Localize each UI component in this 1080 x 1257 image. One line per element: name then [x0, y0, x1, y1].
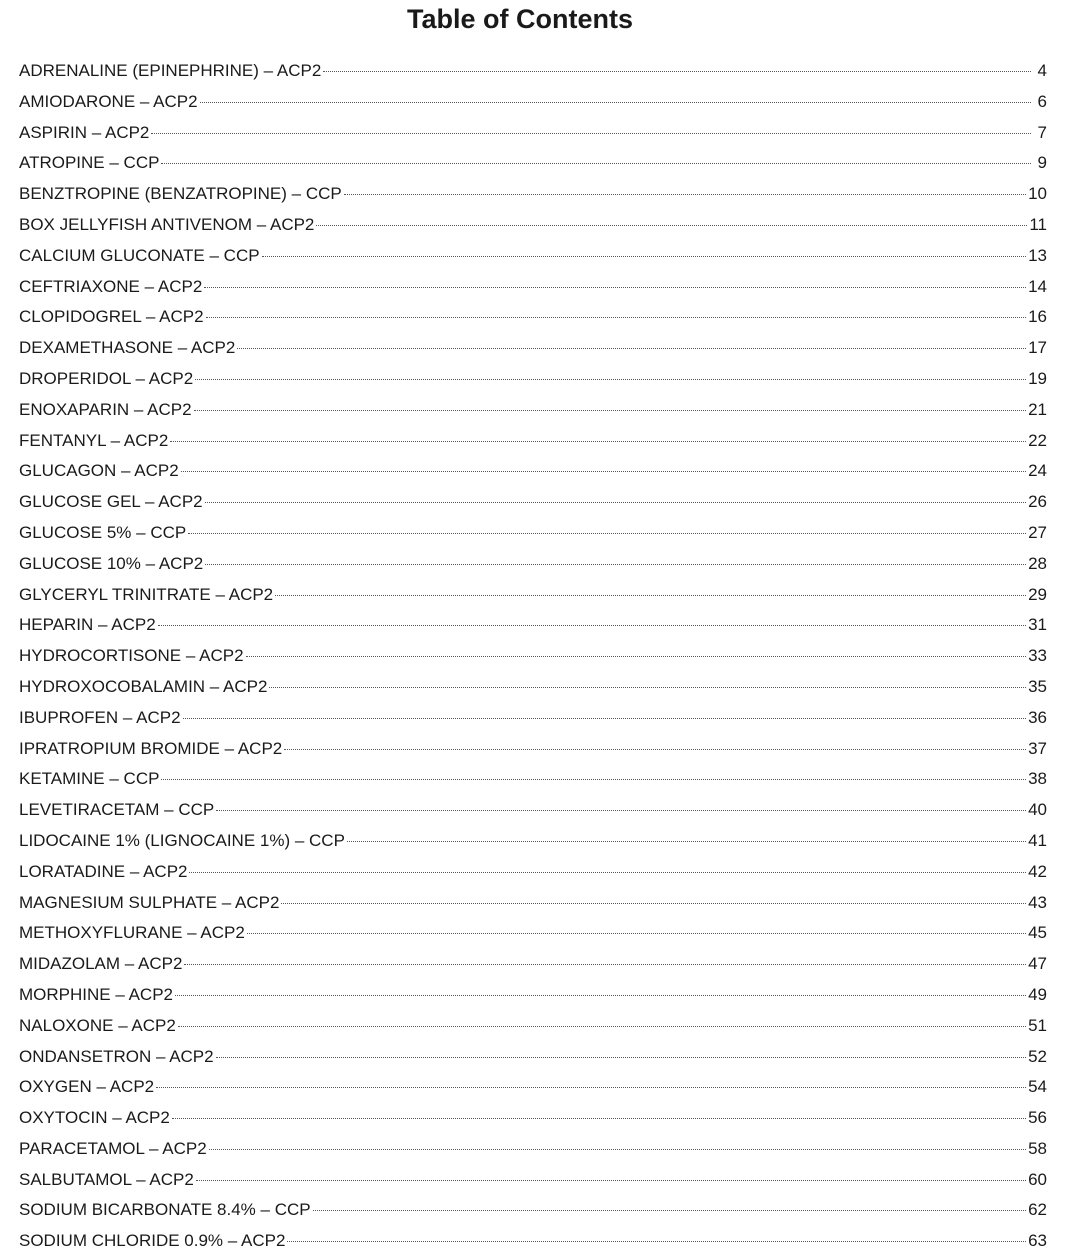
dot-leader: [347, 840, 1026, 842]
toc-entry[interactable]: [19, 1103, 1047, 1134]
toc-entry-label[interactable]: OXYTOCIN – ACP2: [19, 1108, 170, 1128]
toc-entry[interactable]: [19, 1011, 1047, 1042]
dot-leader: [205, 501, 1026, 503]
toc-entry[interactable]: [19, 395, 1047, 426]
dot-leader: [189, 871, 1026, 873]
toc-entry-label[interactable]: ENOXAPARIN – ACP2: [19, 399, 192, 419]
toc-entry-page-number[interactable]: 38: [1028, 769, 1047, 789]
toc-entry[interactable]: [19, 56, 1047, 87]
toc-entry-page-number[interactable]: 56: [1028, 1108, 1047, 1128]
toc-entry-label[interactable]: MORPHINE – ACP2: [19, 984, 173, 1004]
toc-entry-label[interactable]: CLOPIDOGREL – ACP2: [19, 307, 204, 327]
dot-leader: [313, 1209, 1026, 1211]
toc-entry-page-number[interactable]: 28: [1028, 553, 1047, 573]
toc-entry-label[interactable]: ASPIRIN – ACP2: [19, 122, 150, 142]
toc-entry[interactable]: [19, 888, 1047, 919]
dot-leader: [161, 162, 1031, 164]
dot-leader: [344, 193, 1026, 195]
toc-entry-page-number[interactable]: 19: [1028, 368, 1047, 388]
toc-entry-page-number[interactable]: 41: [1028, 830, 1047, 850]
toc-list: [19, 56, 1047, 1257]
toc-entry[interactable]: [19, 1226, 1047, 1257]
toc-entry[interactable]: [19, 364, 1047, 395]
toc-entry-page-number[interactable]: 52: [1028, 1046, 1047, 1066]
toc-entry-page-number[interactable]: 21: [1028, 399, 1047, 419]
toc-entry-page-number[interactable]: 17: [1028, 338, 1047, 358]
toc-entry-label[interactable]: SODIUM CHLORIDE 0.9% – ACP2: [19, 1231, 286, 1251]
toc-entry[interactable]: [19, 241, 1047, 272]
toc-entry[interactable]: [19, 857, 1047, 888]
toc-entry[interactable]: [19, 87, 1047, 118]
dot-leader: [247, 932, 1026, 934]
toc-entry[interactable]: [19, 487, 1047, 518]
toc-entry[interactable]: [19, 610, 1047, 641]
toc-entry-label[interactable]: ATROPINE – CCP: [19, 153, 160, 173]
toc-entry-page-number[interactable]: 37: [1028, 738, 1047, 758]
toc-entry-page-number[interactable]: 33: [1028, 646, 1047, 666]
toc-entry[interactable]: [19, 980, 1047, 1011]
dot-leader: [158, 624, 1026, 626]
toc-entry-page-number[interactable]: 60: [1028, 1169, 1047, 1189]
toc-entry[interactable]: [19, 1134, 1047, 1165]
toc-entry-label[interactable]: IPRATROPIUM BROMIDE – ACP2: [19, 738, 283, 758]
dot-leader: [281, 902, 1026, 904]
toc-entry-label[interactable]: SALBUTAMOL – ACP2: [19, 1169, 194, 1189]
dot-leader: [204, 286, 1026, 288]
toc-entry[interactable]: [19, 764, 1047, 795]
toc-entry-page-number[interactable]: 22: [1028, 430, 1047, 450]
toc-entry-label[interactable]: GLUCAGON – ACP2: [19, 461, 179, 481]
dot-leader: [287, 1240, 1026, 1242]
toc-entry-label[interactable]: GLUCOSE 10% – ACP2: [19, 553, 204, 573]
toc-entry-label[interactable]: DEXAMETHASONE – ACP2: [19, 338, 236, 358]
dot-leader: [205, 563, 1026, 565]
toc-entry-page-number[interactable]: 42: [1028, 861, 1047, 881]
dot-leader: [246, 655, 1027, 657]
dot-leader: [275, 594, 1026, 596]
dot-leader: [269, 686, 1026, 688]
toc-entry-page-number[interactable]: 54: [1028, 1077, 1047, 1097]
toc-entry[interactable]: [19, 580, 1047, 611]
toc-entry[interactable]: [19, 826, 1047, 857]
dot-leader: [195, 378, 1026, 380]
dot-leader: [284, 748, 1026, 750]
dot-leader: [194, 409, 1026, 411]
toc-entry-page-number[interactable]: 4: [1037, 61, 1047, 80]
toc-entry-label[interactable]: METHOXYFLURANE – ACP2: [19, 923, 245, 943]
toc-entry-page-number[interactable]: 7: [1037, 122, 1047, 142]
toc-entry-page-number[interactable]: 36: [1028, 707, 1047, 727]
toc-entry[interactable]: [19, 641, 1047, 672]
toc-entry[interactable]: [19, 426, 1047, 457]
toc-entry[interactable]: [19, 918, 1047, 949]
toc-entry-page-number[interactable]: 40: [1028, 800, 1047, 820]
toc-entry-page-number[interactable]: 13: [1028, 245, 1047, 265]
toc-entry[interactable]: [19, 1165, 1047, 1196]
toc-entry[interactable]: [19, 1072, 1047, 1103]
toc-entry-page-number[interactable]: 10: [1028, 184, 1047, 204]
toc-entry[interactable]: [19, 272, 1047, 303]
toc-entry-page-number[interactable]: 62: [1028, 1200, 1047, 1220]
toc-entry-label[interactable]: HEPARIN – ACP2: [19, 615, 156, 635]
toc-entry-page-number[interactable]: 43: [1028, 892, 1047, 912]
toc-entry-label[interactable]: ADRENALINE (EPINEPHRINE) – ACP2: [19, 61, 322, 80]
toc-entry[interactable]: [19, 949, 1047, 980]
dot-leader: [262, 255, 1027, 257]
toc-entry[interactable]: [19, 148, 1047, 179]
toc-entry[interactable]: [19, 333, 1047, 364]
dot-leader: [175, 994, 1026, 996]
toc-entry-label[interactable]: CEFTRIAXONE – ACP2: [19, 276, 203, 296]
toc-entry-page-number[interactable]: 31: [1028, 615, 1047, 635]
toc-entry-label[interactable]: GLUCOSE GEL – ACP2: [19, 492, 203, 512]
toc-entry[interactable]: [19, 703, 1047, 734]
toc-entry-page-number[interactable]: 35: [1028, 676, 1047, 696]
toc-entry-label[interactable]: PARACETAMOL – ACP2: [19, 1138, 207, 1158]
toc-entry-label[interactable]: MAGNESIUM SULPHATE – ACP2: [19, 892, 280, 912]
dot-leader: [181, 470, 1026, 472]
toc-entry-label[interactable]: DROPERIDOL – ACP2: [19, 368, 194, 388]
toc-entry-page-number[interactable]: 24: [1028, 461, 1047, 481]
dot-leader: [206, 316, 1027, 318]
toc-entry-label[interactable]: HYDROCORTISONE – ACP2: [19, 646, 244, 666]
toc-entry-page-number[interactable]: 11: [1029, 214, 1047, 234]
toc-entry[interactable]: [19, 179, 1047, 210]
toc-entry[interactable]: [19, 1195, 1047, 1226]
toc-entry-label[interactable]: GLYCERYL TRINITRATE – ACP2: [19, 584, 274, 604]
toc-entry[interactable]: [19, 518, 1047, 549]
dot-leader: [216, 1056, 1026, 1058]
toc-entry[interactable]: [19, 302, 1047, 333]
toc-entry[interactable]: [19, 210, 1047, 241]
toc-entry-page-number[interactable]: 16: [1028, 307, 1047, 327]
toc-entry[interactable]: [19, 456, 1047, 487]
dot-leader: [216, 809, 1026, 811]
toc-entry-label[interactable]: NALOXONE – ACP2: [19, 1015, 176, 1035]
toc-entry-label[interactable]: AMIODARONE – ACP2: [19, 91, 198, 111]
toc-entry-label[interactable]: LIDOCAINE 1% (LIGNOCAINE 1%) – CCP: [19, 830, 345, 850]
toc-entry-label[interactable]: IBUPROFEN – ACP2: [19, 707, 181, 727]
dot-leader: [170, 440, 1026, 442]
toc-entry[interactable]: [19, 672, 1047, 703]
dot-leader: [178, 1025, 1026, 1027]
toc-entry-page-number[interactable]: 45: [1028, 923, 1047, 943]
toc-entry-page-number[interactable]: 58: [1028, 1138, 1047, 1158]
toc-entry[interactable]: [19, 118, 1047, 149]
dot-leader: [196, 1179, 1026, 1181]
toc-entry-label[interactable]: BENZTROPINE (BENZATROPINE) – CCP: [19, 184, 342, 204]
dot-leader: [316, 224, 1027, 226]
toc-entry[interactable]: [19, 1042, 1047, 1073]
toc-entry[interactable]: [19, 734, 1047, 765]
dot-leader: [183, 717, 1027, 719]
toc-entry-page-number[interactable]: 29: [1028, 584, 1047, 604]
toc-entry-page-number[interactable]: 49: [1028, 984, 1047, 1004]
toc-entry-page-number[interactable]: 27: [1028, 522, 1047, 542]
toc-entry-label[interactable]: SODIUM BICARBONATE 8.4% – CCP: [19, 1200, 311, 1220]
dot-leader: [237, 347, 1026, 349]
dot-leader: [209, 1148, 1026, 1150]
toc-entry-label[interactable]: FENTANYL – ACP2: [19, 430, 169, 450]
toc-entry[interactable]: [19, 795, 1047, 826]
dot-leader: [188, 532, 1026, 534]
toc-entry-page-number[interactable]: 26: [1028, 492, 1047, 512]
toc-entry-page-number[interactable]: 14: [1028, 276, 1047, 296]
toc-entry-page-number[interactable]: 63: [1028, 1231, 1047, 1251]
toc-entry-label[interactable]: CALCIUM GLUCONATE – CCP: [19, 245, 260, 265]
toc-entry-label[interactable]: LEVETIRACETAM – CCP: [19, 800, 215, 820]
dot-leader: [323, 70, 1031, 72]
dot-leader: [184, 963, 1026, 965]
toc-entry-label[interactable]: LORATADINE – ACP2: [19, 861, 188, 881]
toc-entry-label[interactable]: HYDROXOCOBALAMIN – ACP2: [19, 676, 268, 696]
toc-entry-label[interactable]: ONDANSETRON – ACP2: [19, 1046, 214, 1066]
toc-entry-label[interactable]: OXYGEN – ACP2: [19, 1077, 155, 1097]
dot-leader: [200, 101, 1031, 103]
toc-entry-label[interactable]: GLUCOSE 5% – CCP: [19, 522, 187, 542]
toc-entry[interactable]: [19, 549, 1047, 580]
toc-entry-label[interactable]: KETAMINE – CCP: [19, 769, 160, 789]
toc-entry-label[interactable]: BOX JELLYFISH ANTIVENOM – ACP2: [19, 214, 315, 234]
toc-entry-label[interactable]: MIDAZOLAM – ACP2: [19, 954, 183, 974]
toc-entry-page-number[interactable]: 51: [1028, 1015, 1047, 1035]
toc-entry-page-number[interactable]: 6: [1037, 91, 1047, 111]
page-title: Table of Contents: [407, 4, 633, 34]
dot-leader: [172, 1117, 1026, 1119]
toc-entry-page-number[interactable]: 9: [1037, 153, 1047, 173]
dot-leader: [156, 1086, 1026, 1088]
dot-leader: [151, 132, 1031, 134]
dot-leader: [161, 778, 1026, 780]
toc-entry-page-number[interactable]: 47: [1028, 954, 1047, 974]
